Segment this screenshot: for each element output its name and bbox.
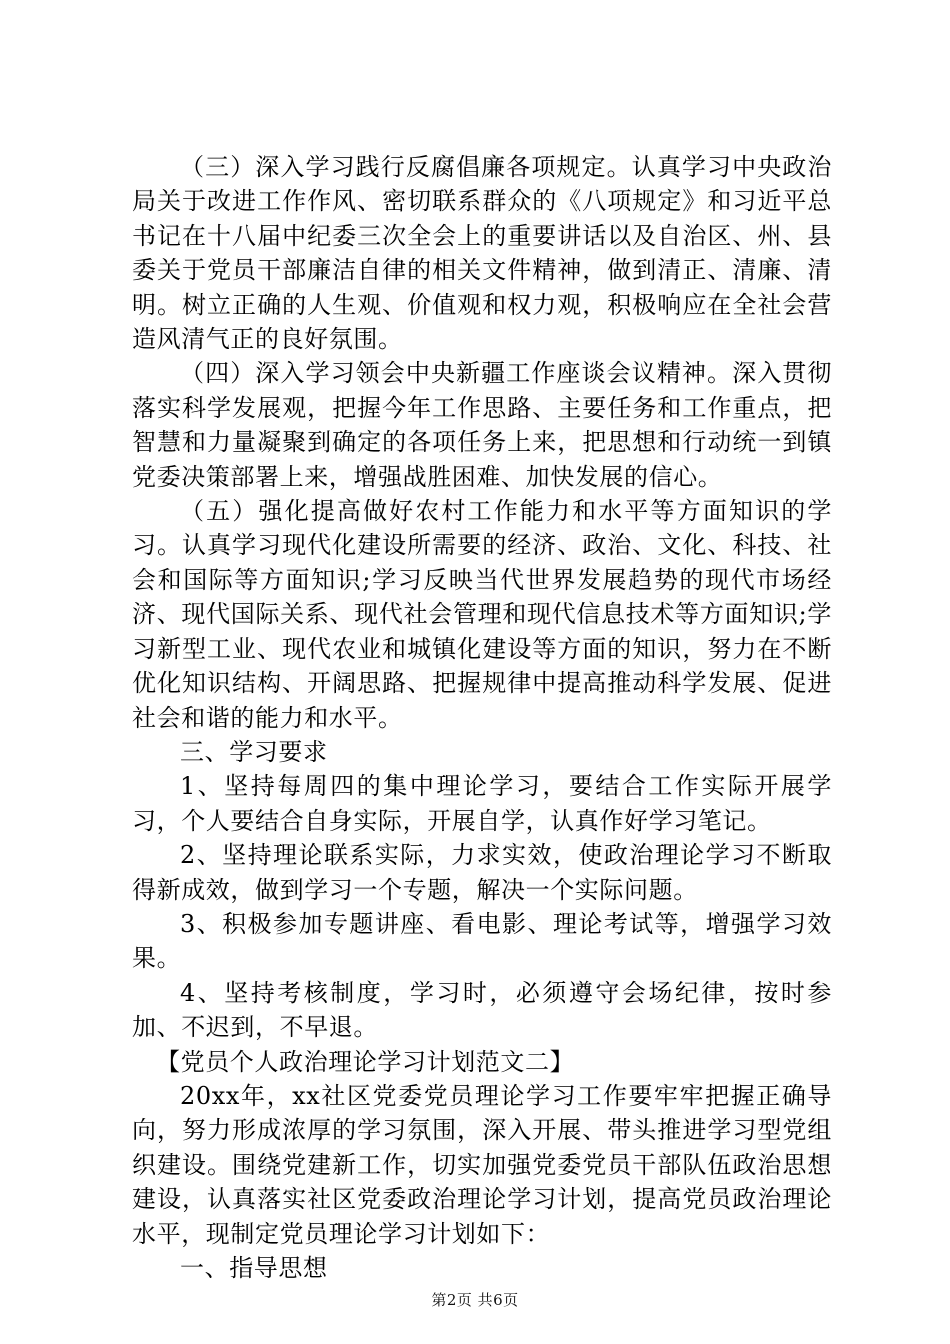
- sample-two-title: 【党员个人政治理论学习计划范文二】: [156, 1047, 575, 1076]
- heading-study-requirements: 三、学习要求: [180, 737, 328, 766]
- paragraph-section-3: （三）深入学习践行反腐倡廉各项规定。认真学习中央政治局关于改进工作作风、密切联系群众的《八项规定》和习近平总书记在十八届中纪委三次全会上的重要讲话以及自治区、州、县委关于党员干部廉洁自律的相关文件精神，做到清正、清廉、清明。树立正确的人生观、价值观和权力观，积极响应在全社会营造风清气正的良好氛围。: [132, 153, 832, 354]
- document-body: [132, 150, 832, 1285]
- requirement-item-3: 3、积极参加专题讲座、看电影、理论考试等，增强学习效果。: [132, 909, 832, 973]
- sample-two-intro: 20xx年，xx社区党委党员理论学习工作要牢牢把握正确导向，努力形成浓厚的学习氛围，深入开展、带头推进学习型党组织建设。围绕党建新工作，切实加强党委党员干部队伍政治思想建设，认真落实社区党委政治理论学习计划，提高党员政治理论水平，现制定党员理论学习计划如下：: [132, 1081, 832, 1248]
- paragraph-section-5: （五）强化提高做好农村工作能力和水平等方面知识的学习。认真学习现代化建设所需要的经济、政治、文化、科技、社会和国际等方面知识;学习反映当代世界发展趋势的现代市场经济、现代国际关系、现代社会管理和现代信息技术等方面知识;学习新型工业、现代农业和城镇化建设等方面的知识，努力在不断优化知识结构、开阔思路、把握规律中提高推动科学发展、促进社会和谐的能力和水平。: [132, 497, 832, 732]
- paragraph-section-4: （四）深入学习领会中央新疆工作座谈会议精神。深入贯彻落实科学发展观，把握今年工作思路、主要任务和工作重点，把智慧和力量凝聚到确定的各项任务上来，把思想和行动统一到镇党委决策部署上来，增强战胜困难、加快发展的信心。: [132, 359, 832, 491]
- requirement-item-4: 4、坚持考核制度，学习时，必须遵守会场纪律，按时参加、不迟到，不早退。: [132, 978, 832, 1042]
- page-number-footer: 第2页 共6页: [431, 1291, 519, 1309]
- requirement-item-2: 2、坚持理论联系实际，力求实效，使政治理论学习不断取得新成效，做到学习一个专题，解决一个实际问题。: [132, 841, 832, 904]
- requirement-item-1: 1、坚持每周四的集中理论学习，要结合工作实际开展学习，个人要结合自身实际，开展自学，认真作好学习笔记。: [132, 772, 832, 835]
- heading-guiding-ideology: 一、指导思想: [180, 1254, 328, 1282]
